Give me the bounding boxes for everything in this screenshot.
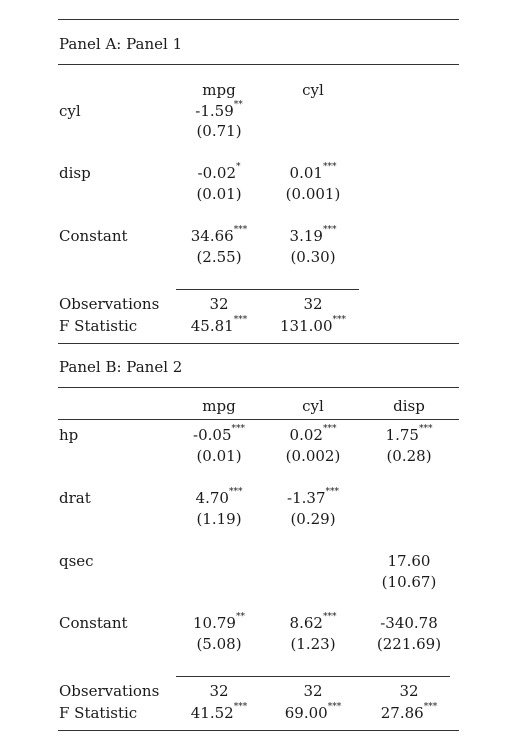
bottom-rule — [58, 730, 459, 731]
panel-a-cell-se: (0.30) — [290, 248, 336, 266]
panel-b-cell-estimate: -340.78 — [380, 614, 438, 632]
panel-b-cell-se: (0.29) — [290, 510, 336, 528]
top-rule — [58, 19, 459, 20]
panel-b-stat-value: 32 — [209, 682, 229, 700]
panel-b-cell-estimate: 10.79** — [193, 612, 245, 632]
panel-a-stat-value: 45.81*** — [190, 315, 248, 335]
panel-b-row-label-drat: drat — [59, 489, 91, 507]
panel-a-stat-value: 32 — [209, 295, 229, 313]
panel-a-cell-estimate: -0.02* — [197, 162, 241, 182]
panel-b-cell-se: (5.08) — [196, 635, 242, 653]
panel-b-col-header-cyl: cyl — [302, 397, 324, 415]
panel-a-cell-se: (0.001) — [285, 185, 341, 203]
panel-b-stat-label-observations: Observations — [59, 682, 160, 700]
panel-a-cell-estimate: 3.19*** — [289, 225, 337, 245]
panel-b-cell-estimate: 17.60 — [387, 552, 431, 570]
panel-a-row-label-constant: Constant — [59, 227, 128, 245]
panel-b-cell-estimate: 8.62*** — [289, 612, 337, 632]
panel-b-cell-se: (1.19) — [196, 510, 242, 528]
panel-b-cell-estimate: 0.02*** — [289, 424, 337, 444]
panel-a-row-label-cyl: cyl — [59, 102, 81, 120]
panel-b-stat-value: 27.86*** — [380, 702, 438, 722]
panel-divider-rule — [58, 343, 459, 344]
panel-b-header-rule — [58, 419, 459, 420]
panel-b-cell-se: (0.28) — [386, 447, 432, 465]
panel-b-cell-estimate: 1.75*** — [385, 424, 433, 444]
panel-b-col-header-disp: disp — [393, 397, 425, 415]
panel-a-cell-estimate: 0.01*** — [289, 162, 337, 182]
panel-b-stat-value: 32 — [303, 682, 323, 700]
panel-b-stat-value: 41.52*** — [190, 702, 248, 722]
panel-a-title-rule — [58, 64, 459, 65]
panel-a-stat-value: 131.00*** — [280, 315, 346, 335]
panel-b-cell-se: (221.69) — [376, 635, 442, 653]
panel-b-row-label-hp: hp — [59, 426, 79, 444]
panel-b-cell-estimate: 4.70*** — [195, 487, 243, 507]
panel-b-row-label-constant: Constant — [59, 614, 128, 632]
panel-b-cell-se: (0.002) — [285, 447, 341, 465]
panel-b-cell-se: (10.67) — [381, 573, 437, 591]
panel-a-cell-se: (2.55) — [196, 248, 242, 266]
panel-b-stat-value: 32 — [399, 682, 419, 700]
panel-a-cell-se: (0.01) — [196, 185, 242, 203]
panel-a-stat-label-observations: Observations — [59, 295, 160, 313]
panel-a-cell-estimate: -1.59** — [195, 100, 243, 120]
panel-a-col-header-mpg: mpg — [202, 81, 236, 99]
panel-a-stats-rule — [176, 289, 359, 290]
panel-b-title: Panel B: Panel 2 — [59, 358, 183, 376]
panel-b-row-label-qsec: qsec — [59, 552, 94, 570]
panel-a-cell-estimate: 34.66*** — [190, 225, 248, 245]
panel-b-cell-estimate: -1.37*** — [287, 487, 339, 507]
panel-b-stat-value: 69.00*** — [284, 702, 342, 722]
panel-a-stat-value: 32 — [303, 295, 323, 313]
panel-a-title: Panel A: Panel 1 — [59, 35, 183, 53]
panel-a-stat-label-f-statistic: F Statistic — [59, 317, 138, 335]
panel-b-cell-se: (1.23) — [290, 635, 336, 653]
panel-b-cell-estimate: -0.05*** — [193, 424, 245, 444]
panel-b-title-rule — [58, 387, 459, 388]
panel-a-col-header-cyl: cyl — [302, 81, 324, 99]
panel-b-col-header-mpg: mpg — [202, 397, 236, 415]
panel-a-cell-se: (0.71) — [196, 122, 242, 140]
panel-a-row-label-disp: disp — [59, 164, 91, 182]
panel-b-stats-rule — [176, 676, 450, 677]
panel-b-stat-label-f-statistic: F Statistic — [59, 704, 138, 722]
panel-b-cell-se: (0.01) — [196, 447, 242, 465]
